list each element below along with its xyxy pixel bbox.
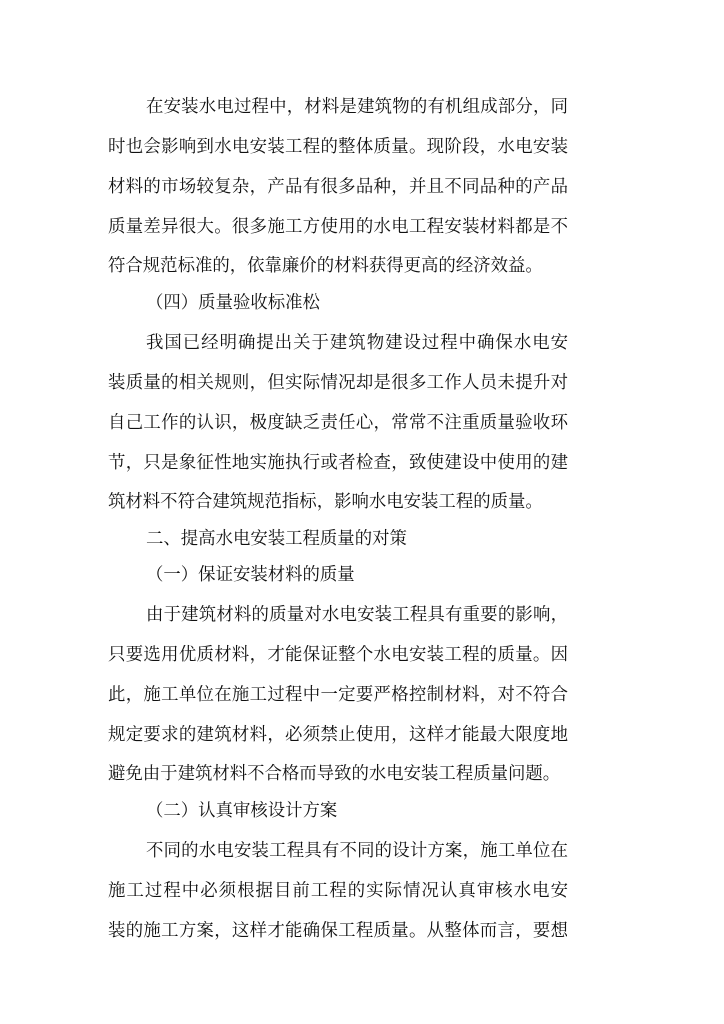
paragraph-4-line-2: 施工过程中必须根据目前工程的实际情况认真审核水电安 xyxy=(108,881,568,901)
paragraph-3-line-4: 规定要求的建筑材料，必须禁止使用，这样才能最大限度地 xyxy=(108,725,568,745)
paragraph-1-line-1: 在安装水电过程中，材料是建筑物的有机组成部分，同 xyxy=(146,97,568,117)
paragraph-4-line-1: 不同的水电安装工程具有不同的设计方案，施工单位在 xyxy=(146,841,568,861)
paragraph-3-line-5: 避免由于建筑材料不合格而导致的水电安装工程质量问题。 xyxy=(108,764,561,784)
paragraph-2-line-5: 筑材料不符合建筑规范指标，影响水电安装工程的质量。 xyxy=(108,492,543,512)
paragraph-2-line-1: 我国已经明确提出关于建筑物建设过程中确保水电安 xyxy=(146,333,568,353)
chapter-heading-2: 二、提高水电安装工程质量的对策 xyxy=(146,529,407,549)
paragraph-2-line-3: 自己工作的认识，极度缺乏责任心，常常不注重质量验收环 xyxy=(108,413,568,433)
section-heading-4: （四）质量验收标准松 xyxy=(146,293,320,313)
paragraph-4-line-3: 装的施工方案，这样才能确保工程质量。从整体而言，要想 xyxy=(108,921,568,941)
paragraph-2-line-4: 节，只是象征性地实施执行或者检查，致使建设中使用的建 xyxy=(108,453,568,473)
paragraph-3-line-2: 只要选用优质材料，才能保证整个水电安装工程的质量。因 xyxy=(108,645,568,665)
paragraph-2-line-2: 装质量的相关规则，但实际情况却是很多工作人员未提升对 xyxy=(108,373,568,393)
section-heading-1: （一）保证安装材料的质量 xyxy=(146,565,355,585)
paragraph-1-line-5: 符合规范标准的，依靠廉价的材料获得更高的经济效益。 xyxy=(108,256,543,276)
paragraph-1-line-2: 时也会影响到水电安装工程的整体质量。现阶段，水电安装 xyxy=(108,137,568,157)
paragraph-3-line-3: 此，施工单位在施工过程中一定要严格控制材料，对不符合 xyxy=(108,685,568,705)
paragraph-3-line-1: 由于建筑材料的质量对水电安装工程具有重要的影响， xyxy=(146,605,568,625)
paragraph-1-line-3: 材料的市场较复杂，产品有很多品种，并且不同品种的产品 xyxy=(108,177,568,197)
paragraph-1-line-4: 质量差异很大。很多施工方使用的水电工程安装材料都是不 xyxy=(108,217,568,237)
section-heading-2: （二）认真审核设计方案 xyxy=(146,801,338,821)
